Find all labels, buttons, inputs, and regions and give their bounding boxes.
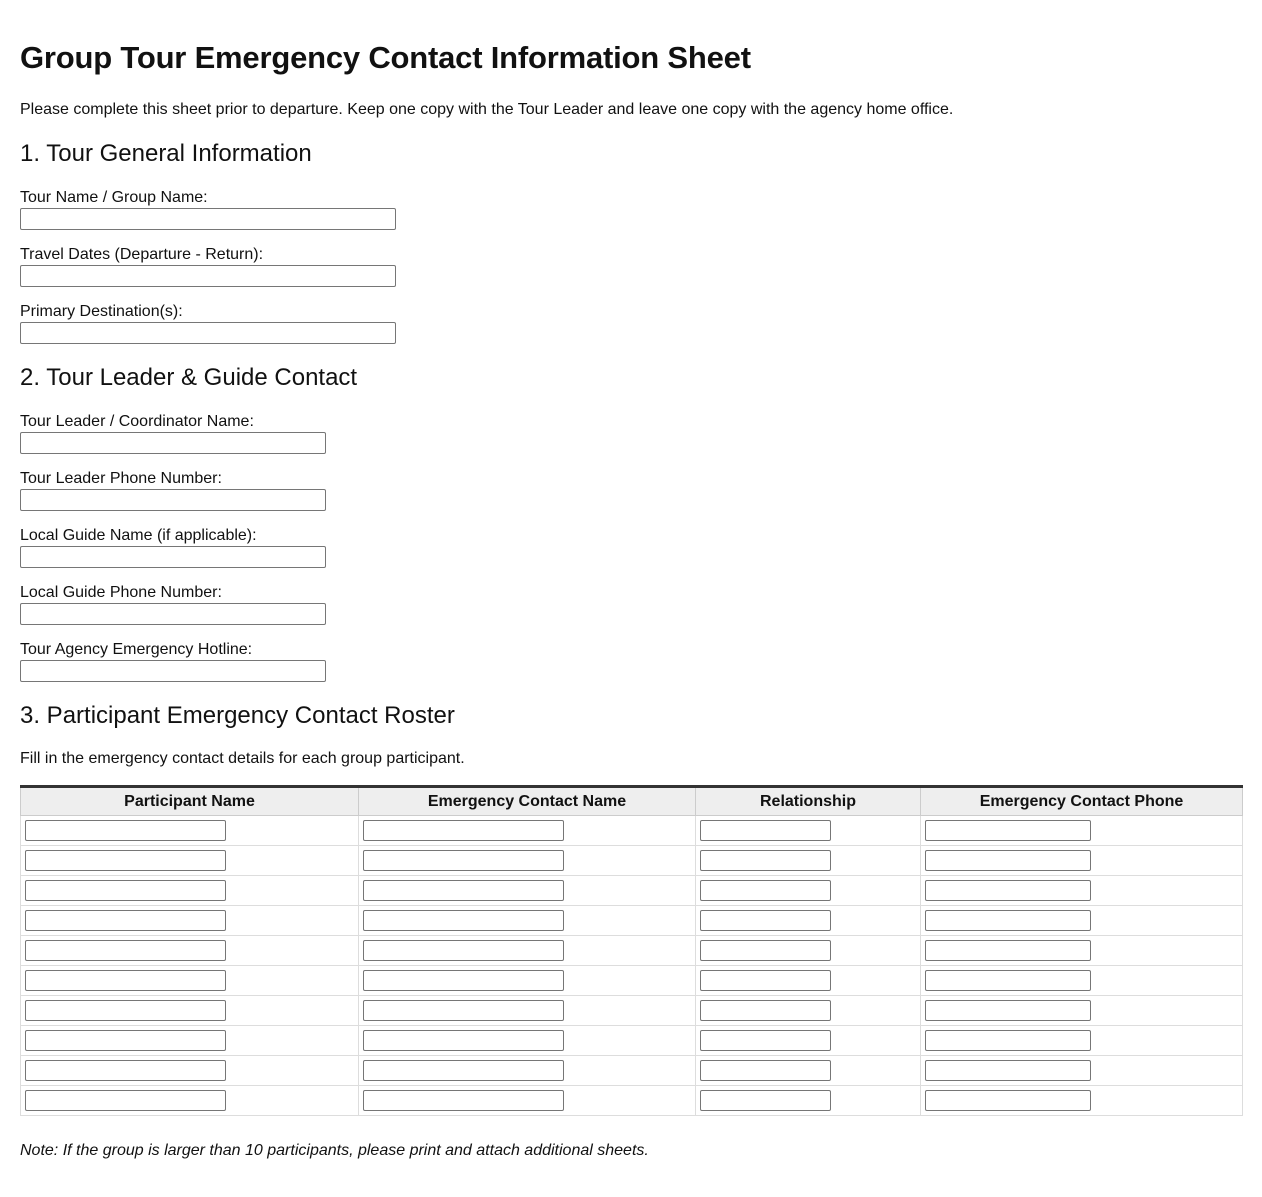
tour-leader-name-input[interactable]	[20, 432, 326, 454]
table-row	[21, 1086, 1243, 1116]
local-guide-name-input[interactable]	[20, 546, 326, 568]
table-row	[21, 1056, 1243, 1086]
emergency-contact-name-input[interactable]	[363, 1030, 564, 1051]
local-guide-name-label: Local Guide Name (if applicable):	[20, 527, 257, 544]
section-2-heading: 2. Tour Leader & Guide Contact	[20, 364, 358, 391]
table-cell	[696, 936, 921, 966]
emergency-contact-phone-input[interactable]	[925, 820, 1091, 841]
table-row	[21, 906, 1243, 936]
table-cell	[359, 1056, 696, 1086]
tour-leader-phone-input[interactable]	[20, 489, 326, 511]
primary-destination-label: Primary Destination(s):	[20, 303, 183, 320]
participant-name-input[interactable]	[25, 850, 226, 871]
relationship-input[interactable]	[700, 1060, 831, 1081]
relationship-input[interactable]	[700, 910, 831, 931]
table-cell	[21, 816, 359, 846]
emergency-contact-phone-input[interactable]	[925, 940, 1091, 961]
emergency-contact-name-input[interactable]	[363, 1000, 564, 1021]
table-cell	[921, 1056, 1243, 1086]
table-cell	[921, 1026, 1243, 1056]
table-cell	[359, 966, 696, 996]
relationship-input[interactable]	[700, 1030, 831, 1051]
emergency-contact-phone-input[interactable]	[925, 880, 1091, 901]
participant-name-input[interactable]	[25, 1090, 226, 1111]
table-cell	[696, 876, 921, 906]
table-cell	[21, 1026, 359, 1056]
table-cell	[696, 996, 921, 1026]
table-cell	[921, 936, 1243, 966]
table-cell	[359, 906, 696, 936]
table-cell	[21, 1086, 359, 1116]
emergency-contact-name-input[interactable]	[363, 850, 564, 871]
table-cell	[921, 816, 1243, 846]
table-row	[21, 816, 1243, 846]
table-cell	[696, 846, 921, 876]
table-cell	[921, 1086, 1243, 1116]
column-header-emergency-contact-name: Emergency Contact Name	[359, 787, 696, 816]
emergency-contact-name-input[interactable]	[363, 970, 564, 991]
table-cell	[921, 996, 1243, 1026]
local-guide-phone-input[interactable]	[20, 603, 326, 625]
emergency-contact-name-input[interactable]	[363, 820, 564, 841]
participant-name-input[interactable]	[25, 1030, 226, 1051]
table-cell	[21, 846, 359, 876]
table-cell	[359, 996, 696, 1026]
roster-header-row	[21, 787, 1243, 816]
section-3-heading: 3. Participant Emergency Contact Roster	[20, 702, 455, 729]
table-row	[21, 936, 1243, 966]
emergency-contact-phone-input[interactable]	[925, 910, 1091, 931]
table-cell	[359, 936, 696, 966]
emergency-contact-phone-input[interactable]	[925, 850, 1091, 871]
table-row	[21, 996, 1243, 1026]
table-cell	[359, 876, 696, 906]
table-cell	[696, 1056, 921, 1086]
column-header-relationship: Relationship	[696, 787, 921, 816]
emergency-contact-name-input[interactable]	[363, 1060, 564, 1081]
participant-name-input[interactable]	[25, 880, 226, 901]
primary-destination-input[interactable]	[20, 322, 396, 344]
column-header-participant-name: Participant Name	[21, 787, 359, 816]
table-cell	[921, 876, 1243, 906]
emergency-contact-name-input[interactable]	[363, 1090, 564, 1111]
table-cell	[696, 906, 921, 936]
relationship-input[interactable]	[700, 1000, 831, 1021]
page-title: Group Tour Emergency Contact Information Sheet	[20, 40, 751, 75]
relationship-input[interactable]	[700, 940, 831, 961]
table-cell	[21, 876, 359, 906]
table-cell	[921, 906, 1243, 936]
agency-hotline-label: Tour Agency Emergency Hotline:	[20, 641, 253, 658]
section-1-heading: 1. Tour General Information	[20, 140, 312, 167]
tour-leader-name-label: Tour Leader / Coordinator Name:	[20, 413, 254, 430]
table-row	[21, 876, 1243, 906]
relationship-input[interactable]	[700, 850, 831, 871]
emergency-contact-phone-input[interactable]	[925, 1060, 1091, 1081]
table-cell	[21, 966, 359, 996]
roster-body	[21, 816, 1243, 1116]
table-cell	[21, 1056, 359, 1086]
table-cell	[696, 966, 921, 996]
tour-name-input[interactable]	[20, 208, 396, 230]
participant-name-input[interactable]	[25, 820, 226, 841]
emergency-contact-name-input[interactable]	[363, 880, 564, 901]
relationship-input[interactable]	[700, 880, 831, 901]
table-cell	[359, 846, 696, 876]
roster-description: Fill in the emergency contact details for each group participant.	[20, 750, 465, 767]
participant-name-input[interactable]	[25, 940, 226, 961]
relationship-input[interactable]	[700, 820, 831, 841]
tour-leader-phone-label: Tour Leader Phone Number:	[20, 470, 222, 487]
column-header-emergency-contact-phone: Emergency Contact Phone	[921, 787, 1243, 816]
table-cell	[696, 1086, 921, 1116]
participant-name-input[interactable]	[25, 910, 226, 931]
table-cell	[21, 906, 359, 936]
emergency-contact-name-input[interactable]	[363, 910, 564, 931]
emergency-contact-phone-input[interactable]	[925, 970, 1091, 991]
table-row	[21, 1026, 1243, 1056]
table-cell	[359, 816, 696, 846]
table-row	[21, 846, 1243, 876]
emergency-contact-phone-input[interactable]	[925, 1000, 1091, 1021]
table-cell	[359, 1086, 696, 1116]
travel-dates-input[interactable]	[20, 265, 396, 287]
table-cell	[21, 936, 359, 966]
table-cell	[21, 996, 359, 1026]
table-cell	[921, 966, 1243, 996]
table-row	[21, 966, 1243, 996]
participant-roster-table	[20, 785, 1243, 1116]
agency-hotline-input[interactable]	[20, 660, 326, 682]
emergency-contact-phone-input[interactable]	[925, 1090, 1091, 1111]
table-cell	[696, 1026, 921, 1056]
relationship-input[interactable]	[700, 1090, 831, 1111]
participant-name-input[interactable]	[25, 970, 226, 991]
participant-name-input[interactable]	[25, 1060, 226, 1081]
tour-name-label: Tour Name / Group Name:	[20, 189, 208, 206]
travel-dates-label: Travel Dates (Departure - Return):	[20, 246, 264, 263]
intro-text: Please complete this sheet prior to departure. Keep one copy with the Tour Leader and leave one copy with the agency home office.	[20, 101, 954, 118]
table-cell	[696, 816, 921, 846]
table-cell	[921, 846, 1243, 876]
footer-note: Note: If the group is larger than 10 participants, please print and attach additional sheets.	[20, 1142, 649, 1159]
emergency-contact-name-input[interactable]	[363, 940, 564, 961]
table-cell	[359, 1026, 696, 1056]
local-guide-phone-label: Local Guide Phone Number:	[20, 584, 222, 601]
emergency-contact-phone-input[interactable]	[925, 1030, 1091, 1051]
participant-name-input[interactable]	[25, 1000, 226, 1021]
relationship-input[interactable]	[700, 970, 831, 991]
